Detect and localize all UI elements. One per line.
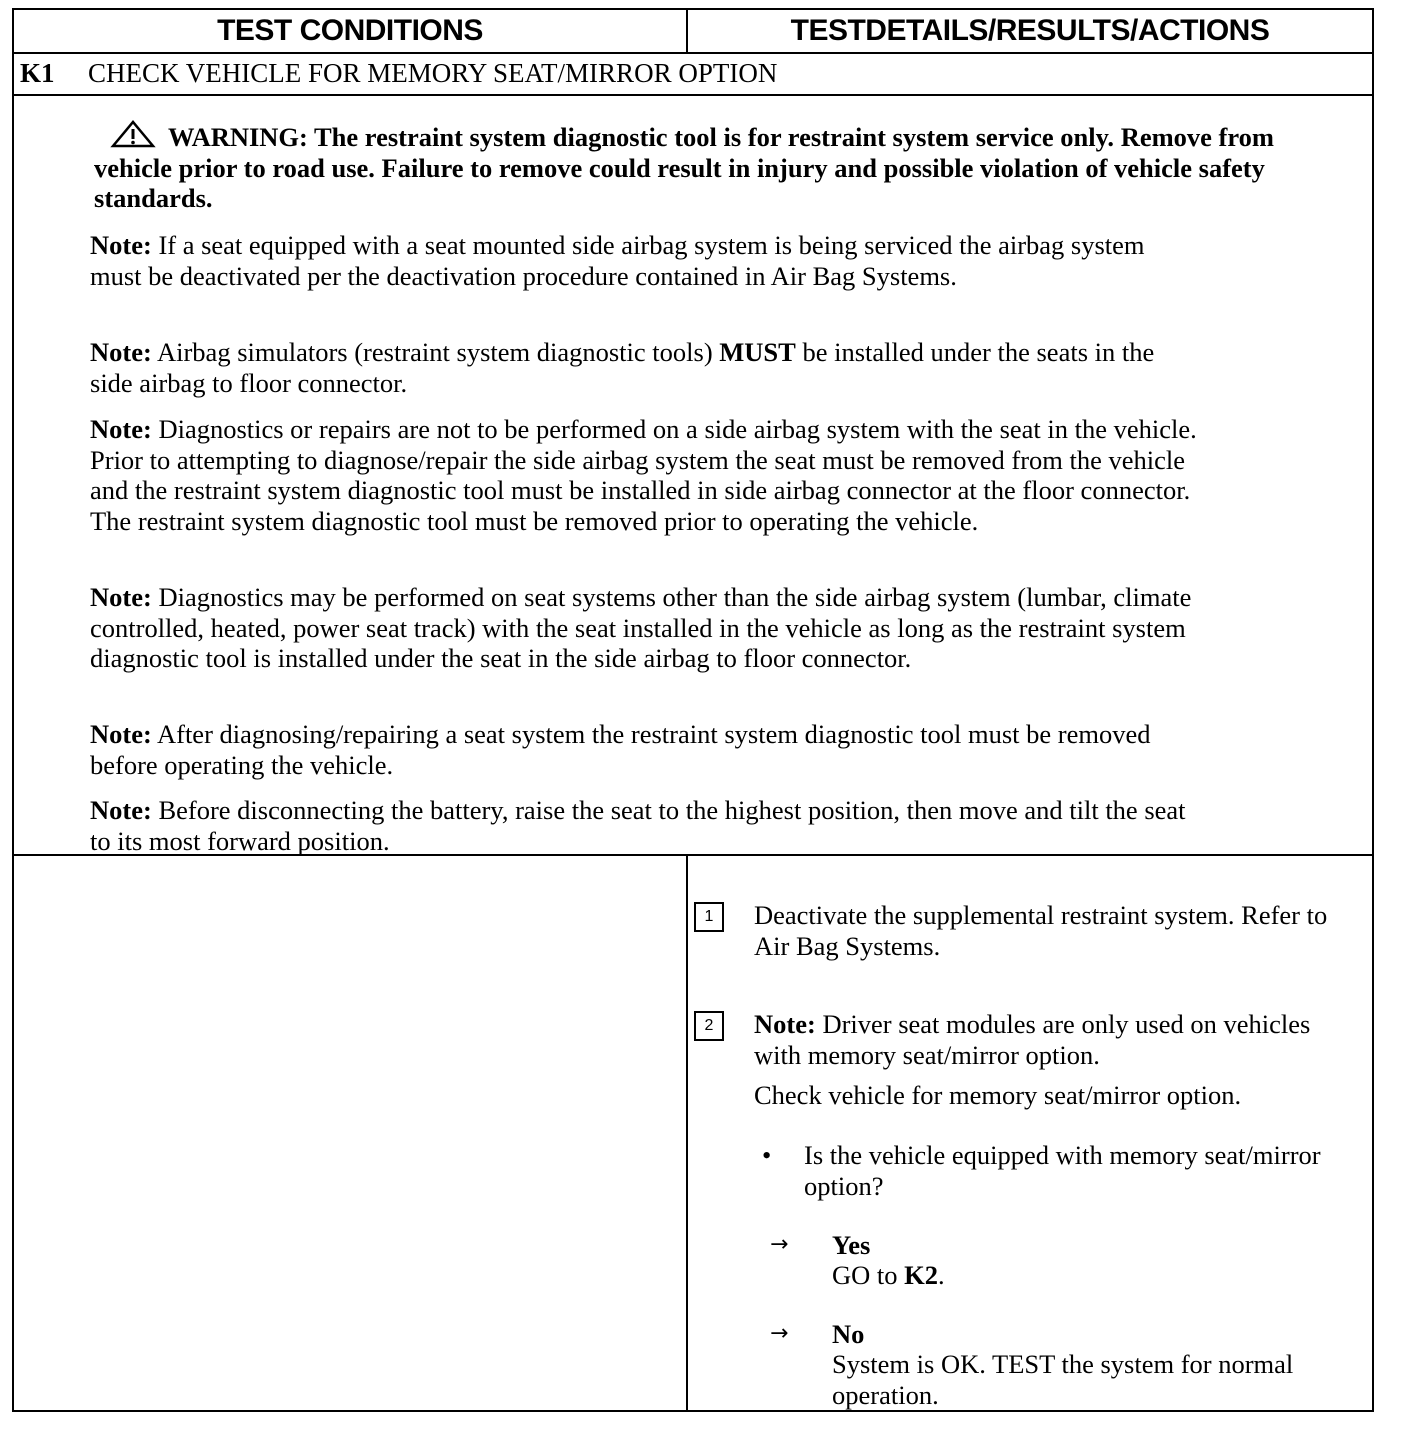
- warning-rest: Remove from vehicle prior to road use. Failure to remove could result in injury and possible violation of vehicle safety standards.: [94, 122, 1274, 213]
- question-text: Is the vehicle equipped with memory seat/mirror option?: [804, 1140, 1321, 1201]
- notes-block: [14, 96, 1372, 856]
- table-header: [14, 10, 1372, 54]
- bullet-icon: •: [762, 1140, 772, 1170]
- diagnostic-table: [12, 8, 1374, 1412]
- arrow-right-icon: →: [770, 1232, 789, 1257]
- column-divider: [686, 856, 688, 1410]
- note-1: Note: If a seat equipped with a seat mounted side airbag system is being serviced the airbag system must be deactivated per the deactivation procedure contained in Air Bag Systems.: [90, 230, 1145, 291]
- answer-label: Yes: [832, 1230, 871, 1260]
- note-5: Note: After diagnosing/repairing a seat system the restraint system diagnostic tool must be removed before operating the vehicle.: [90, 719, 1151, 780]
- note-3: Note: Diagnostics or repairs are not to be performed on a side airbag system with the seat in the vehicle. Prior to attempting to diagnose/repair the side airbag system the seat must be removed from the vehicle and the restraint system diagnostic tool must be installed in side airbag connector at the floor connector. The restraint system diagnostic tool must be removed prior to operating the vehicle.: [90, 414, 1197, 536]
- header-test-conditions: TEST CONDITIONS: [14, 10, 688, 52]
- answer-label: No: [832, 1319, 865, 1349]
- warning-lead: WARNING: The restraint system diagnostic tool is for restraint system service only.: [168, 122, 1115, 152]
- warning-triangle-icon: [108, 120, 158, 148]
- section-title: CHECK VEHICLE FOR MEMORY SEAT/MIRROR OPTION: [88, 58, 778, 88]
- step-2-instruction: Check vehicle for memory seat/mirror option.: [754, 1080, 1242, 1110]
- step-2-note: Driver seat modules are only used on vehicles with memory seat/mirror option.: [754, 1009, 1311, 1070]
- answer-action: System is OK. TEST the system for normal operation.: [832, 1349, 1294, 1410]
- warning-text: [94, 120, 1274, 214]
- note-2: Note: Airbag simulators (restraint system diagnostic tools) MUST be installed under the seats in the side airbag to floor connector.: [90, 337, 1155, 398]
- header-test-details: TESTDETAILS/RESULTS/ACTIONS: [790, 14, 1270, 47]
- steps-area: [14, 856, 1372, 1410]
- arrow-right-icon: →: [770, 1321, 789, 1346]
- step-1-text: Deactivate the supplemental restraint system. Refer to Air Bag Systems.: [754, 900, 1328, 961]
- answer-action: GO to K2.: [832, 1260, 945, 1290]
- note-6: Note: Before disconnecting the battery, raise the seat to the highest position, then move and tilt the seat to its most forward position.: [90, 795, 1186, 856]
- note-4: Note: Diagnostics may be performed on seat systems other than the side airbag system (lumbar, climate controlled, heated, power seat track) with the seat installed in the vehicle as long as the restraint system diagnostic tool is installed under the seat in the side airbag to floor connector.: [90, 582, 1192, 673]
- section-id: K1: [20, 58, 55, 88]
- step-number-box: 2: [694, 1011, 724, 1041]
- section-title-row: [14, 54, 1372, 96]
- step-2-label: Note:: [754, 1009, 816, 1039]
- step-number-box: 1: [694, 902, 724, 932]
